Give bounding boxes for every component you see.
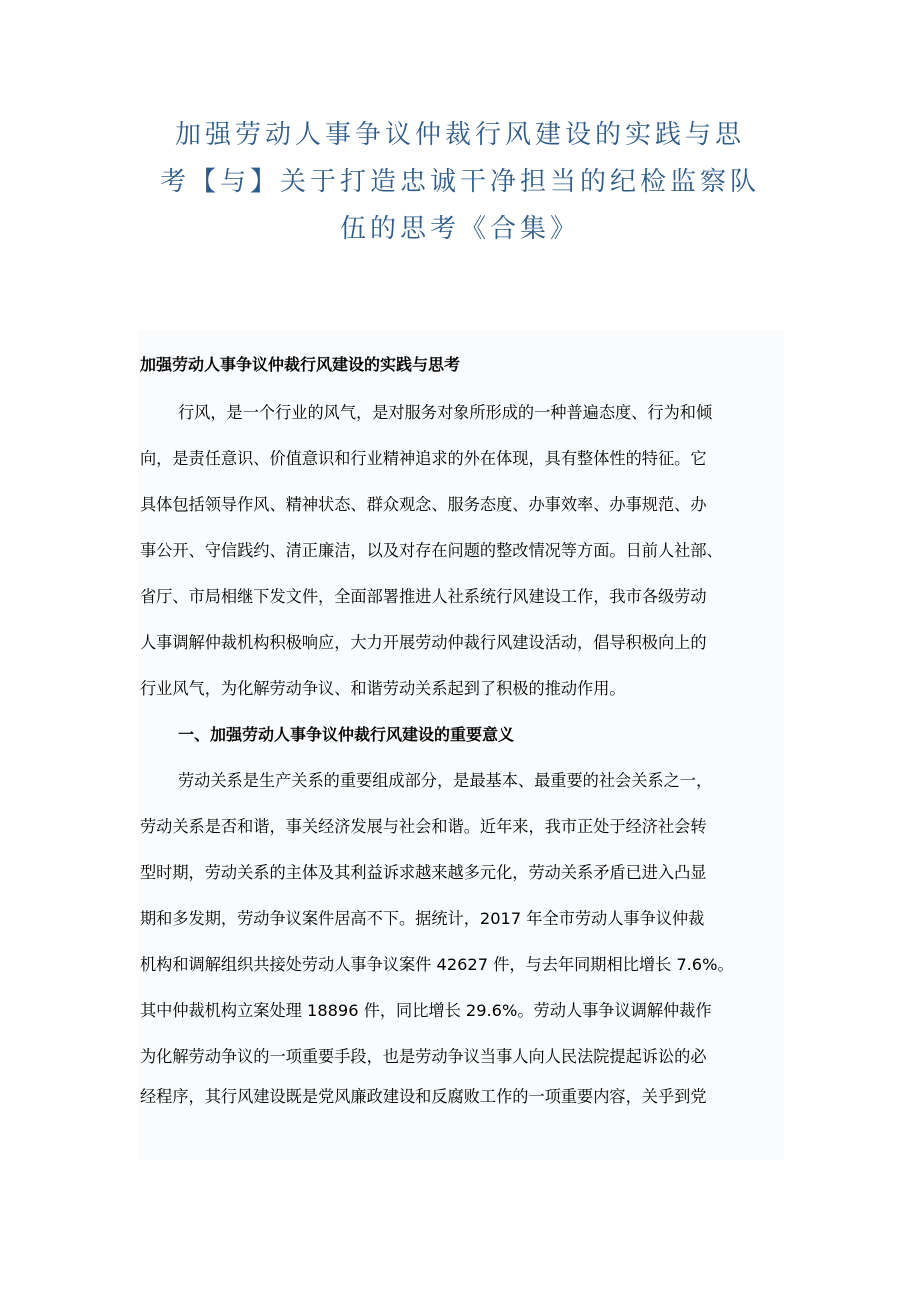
paragraph-line: 期和多发期，劳动争议案件居高不下。据统计，2017 年全市劳动人事争议仲裁 bbox=[140, 909, 705, 928]
paragraph-line: 劳动关系是生产关系的重要组成部分，是最基本、最重要的社会关系之一， bbox=[178, 771, 713, 790]
paragraph-line: 型时期，劳动关系的主体及其利益诉求越来越多元化，劳动关系矛盾已进入凸显 bbox=[140, 863, 707, 882]
paragraph-line: 行风，是一个行业的风气，是对服务对象所形成的一种普遍态度、行为和倾 bbox=[178, 403, 713, 422]
paragraph-line: 机构和调解组织共接处劳动人事争议案件 42627 件，与去年同期相比增长 7.6%。 bbox=[140, 955, 734, 974]
title-line: 考【与】关于打造忠诚干净担当的纪检监察队 bbox=[159, 167, 760, 197]
paragraph-2 bbox=[140, 768, 800, 1130]
paragraph-line: 向，是责任意识、价值意识和行业精神追求的外在体现，具有整体性的特征。它 bbox=[140, 449, 707, 468]
paragraph-line: 人事调解仲裁机构积极响应，大力开展劳动仲裁行风建设活动，倡导积极向上的 bbox=[140, 633, 707, 652]
document-title bbox=[130, 112, 790, 253]
paragraph-line: 具体包括领导作风、精神状态、群众观念、服务态度、办事效率、办事规范、办 bbox=[140, 495, 707, 514]
paragraph-line: 劳动关系是否和谐，事关经济发展与社会和谐。近年来，我市正处于经济社会转 bbox=[140, 817, 707, 836]
section-title: 加强劳动人事争议仲裁行风建设的实践与思考 bbox=[140, 355, 461, 374]
paragraph-line: 为化解劳动争议的一项重要手段，也是劳动争议当事人向人民法院提起诉讼的必 bbox=[140, 1047, 707, 1066]
paragraph-line: 行业风气，为化解劳动争议、和谐劳动关系起到了积极的推动作用。 bbox=[140, 679, 626, 698]
paragraph-line: 省厅、市局相继下发文件，全面部署推进人社系统行风建设工作，我市各级劳动 bbox=[140, 587, 707, 606]
title-line: 伍的思考《合集》 bbox=[339, 214, 580, 244]
paragraph-line: 其中仲裁机构立案处理 18896 件，同比增长 29.6%。劳动人事争议调解仲裁作 bbox=[140, 1001, 712, 1020]
paragraph-line: 事公开、守信践约、清正廉洁，以及对存在问题的整改情况等方面。日前人社部、 bbox=[140, 541, 723, 560]
title-line: 加强劳动人事争议仲裁行风建设的实践与思 bbox=[174, 120, 745, 150]
paragraph-1 bbox=[140, 400, 800, 722]
heading-1: 一、加强劳动人事争议仲裁行风建设的重要意义 bbox=[178, 725, 515, 744]
paragraph-line: 经程序，其行风建设既是党风廉政建设和反腐败工作的一项重要内容，关乎到党 bbox=[140, 1087, 707, 1106]
